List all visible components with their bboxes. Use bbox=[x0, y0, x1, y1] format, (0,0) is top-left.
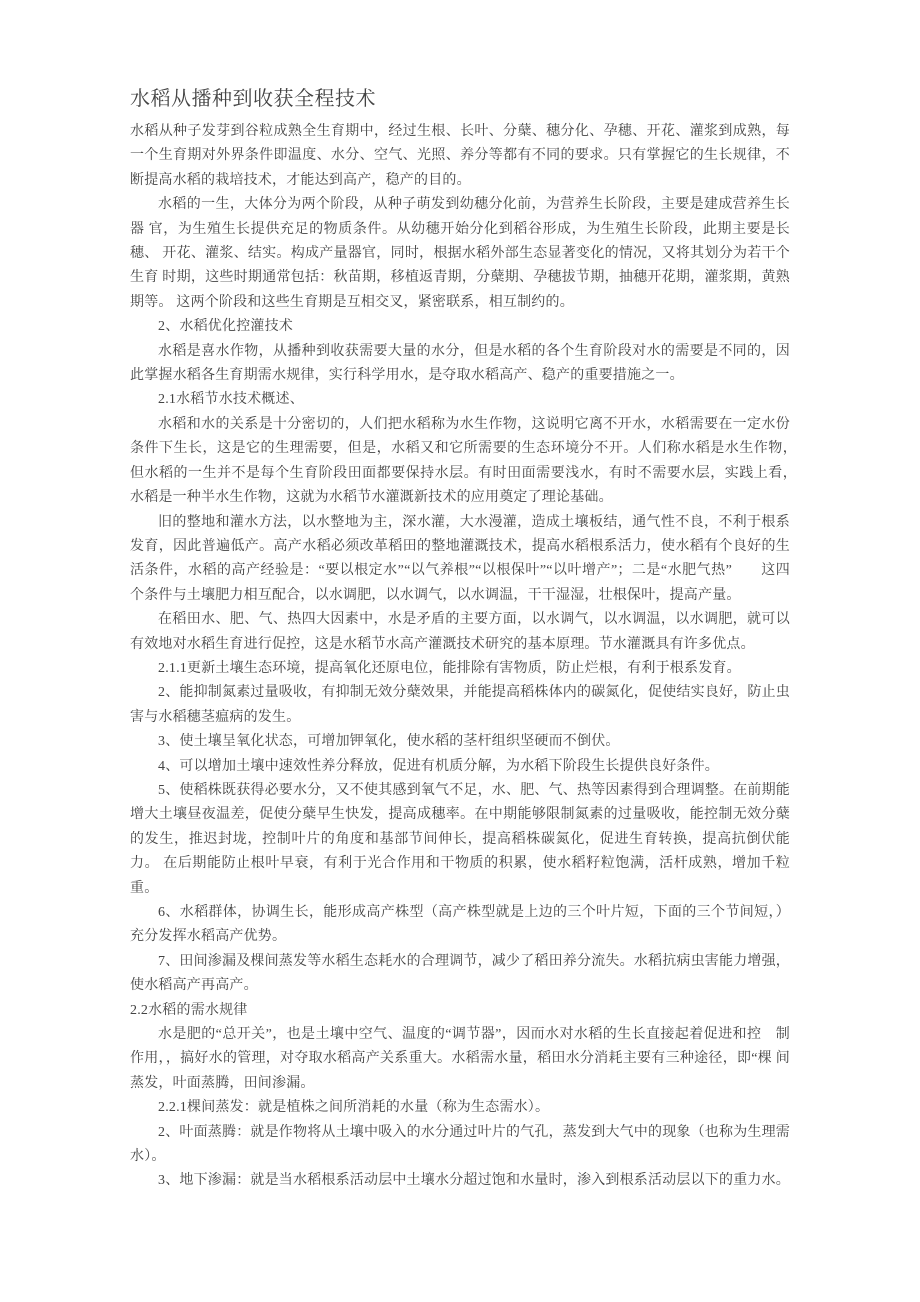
paragraph-rice-water-relation: 水稻和水的关系是十分密切的，人们把水稻称为水生作物，这说明它离不开水，水稻需要在一定水份 条件下生长，这是它的生理需要，但是，水稻又和它所需要的生态环境分不开。人们称水稻是水生作物， 但水稻的一生并不是每个生育阶段田面都要保持水层。有时田面需要浅水，有时不需要水层，实践上看， 水稻是一种半水生作物，这就为水稻节水灌溉新技术的应用奠定了理论基础。 bbox=[130, 416, 819, 506]
heading-section-2-1: 2.1水稻节水技术概述、 bbox=[158, 392, 304, 408]
paragraph-four-factors: 在稻田水、肥、气、热四大因素中，水是矛盾的主要方面，以水调气，以水调温，以水调肥，就可以 有效地对水稻生育进行促控，这是水稻节水高产灌溉技术研究的基本原理。节水灌溉具有许多优点。 bbox=[130, 612, 805, 652]
item-3: 3、使土壤呈氧化状态，可增加钾氧化，使水稻的茎杆组织坚硬而不倒伏。 bbox=[158, 734, 620, 750]
item-2-1-1: 2.1.1更新土壤生态环境，提高氧化还原电位，能排除有害物质，防止烂根，有利于根系发育。 bbox=[158, 660, 741, 676]
item-2-2-1: 2.2.1棵间蒸发：就是植株之间所消耗的水量（称为生态需水）。 bbox=[158, 1100, 550, 1116]
paragraph-life-stages: 水稻的一生，大体分为两个阶段，从种子萌发到幼穗分化前，为营养生长阶段，主要是建成营养生长器 官，为生殖生长提供充足的物质条件。从幼穗开始分化到稻谷形成，为生殖生长阶段，此期主要是长穗、 开花、灌浆、结实。构成产量器官，同时，根据水稻外部生态显著变化的情况，又将其划分为若干个生育 时期，这些时期通常包括：秋苗期，移植返青期，分蘖期、孕穗拔节期，抽穗开花期，灌浆期，黄熟期等。 这两个阶段和这些生育期是互相交叉，紧密联系，相互制约的。 bbox=[130, 197, 790, 310]
paragraph-intro: 水稻从种子发芽到谷粒成熟全生育期中，经过生根、长叶、分蘖、穗分化、孕穗、开花、灌浆到成熟，每 一个生育期对外界条件即温度、水分、空气、光照、养分等都有不同的要求。只有掌握它的生长规律，不 断提高水稻的栽培技术，才能达到高产，稳产的目的。 bbox=[130, 124, 790, 188]
item-underground-seepage: 3、地下渗漏：就是当水稻根系活动层中土壤水分超过饱和水量时，渗入到根系活动层以下的重力水。 bbox=[158, 1173, 790, 1189]
item-leaf-transpiration: 2、叶面蒸腾：就是作物将从土壤中吸入的水分通过叶片的气孔，蒸发到大气中的现象（也称为生理需 水）。 bbox=[130, 1124, 790, 1165]
paragraph-water-needs: 水稻是喜水作物，从播种到收获需要大量的水分，但是水稻的各个生育阶段对水的需要是不同的，因 此掌握水稻各生育期需水规律，实行科学用水，是夺取水稻高产、稳产的重要措施之一。 bbox=[130, 343, 790, 384]
document-title: 水稻从播种到收获全程技术 bbox=[130, 88, 376, 110]
paragraph-old-irrigation: 旧的整地和灌水方法，以水整地为主，深水灌，大水漫灌，造成土壤板结，通气性不良，不利于根系 发育，因此普遍低产。高产水稻必须改革稻田的整地灌溉技术，提高水稻根系活力，使水稻有个良好的生 活条件，水稻的高产经验是：“要以根定水”“以气养根”“以根保叶”“以叶增产”；二是“水肥气热” 这四个条件与土壤肥力相互配合，以水调肥，以水调气，以水调温，干干湿湿，壮根保叶，提高产量。 bbox=[130, 514, 805, 603]
item-5: 5、使稻株既获得必要水分，又不使其感到氧气不足，水、肥、气、热等因素得到合理调整。在前期能 增大土壤昼夜温差，促使分蘖早生快发，提高成穗率。在中期能够限制氮素的过量吸收，能控制无效分蘖 的发生，推迟封垅，控制叶片的角度和基部节间伸长，提高稻株碳氮化，促进生育转换，提高抗倒伏能力。 在后期能防止根叶早衰，有利于光合作用和干物质的积累，使水稻籽粒饱满，活杆成熟，增加千粒重。 bbox=[130, 782, 790, 896]
item-2: 2、能抑制氮素过量吸收，有抑制无效分蘖效果，并能提高稻株体内的碳氮化，促使结实良好，防止虫 害与水稻穗茎瘟病的发生。 bbox=[130, 685, 790, 725]
item-7: 7、田间渗漏及棵间蒸发等水稻生态耗水的合理调节，减少了稻田养分流失。水稻抗病虫害能力增强， 使水稻高产再高产。 bbox=[130, 953, 790, 994]
paragraph-water-switch: 水是肥的“总开关”，也是土壤中空气、温度的“调节器”，因而水对水稻的生长直接起着促进和控 制作用，，搞好水的管理，对夺取水稻高产关系重大。水稻需水量，稻田水分消耗主要有三种途径，即“棵 间蒸发，叶面蒸腾，田间渗漏。 bbox=[130, 1027, 790, 1091]
heading-section-2: 2、水稻优化控灌技术 bbox=[158, 319, 293, 335]
item-4: 4、可以增加土壤中速效性养分释放，促进有机质分解，为水稻下阶段生长提供良好条件。 bbox=[158, 758, 719, 774]
item-6: 6、水稻群体，协调生长，能形成高产株型（高产株型就是上边的三个叶片短，下面的三个节间短，） 充分发挥水稻高产优势。 bbox=[130, 905, 790, 945]
heading-section-2-2: 2.2水稻的需水规律 bbox=[130, 1002, 248, 1018]
